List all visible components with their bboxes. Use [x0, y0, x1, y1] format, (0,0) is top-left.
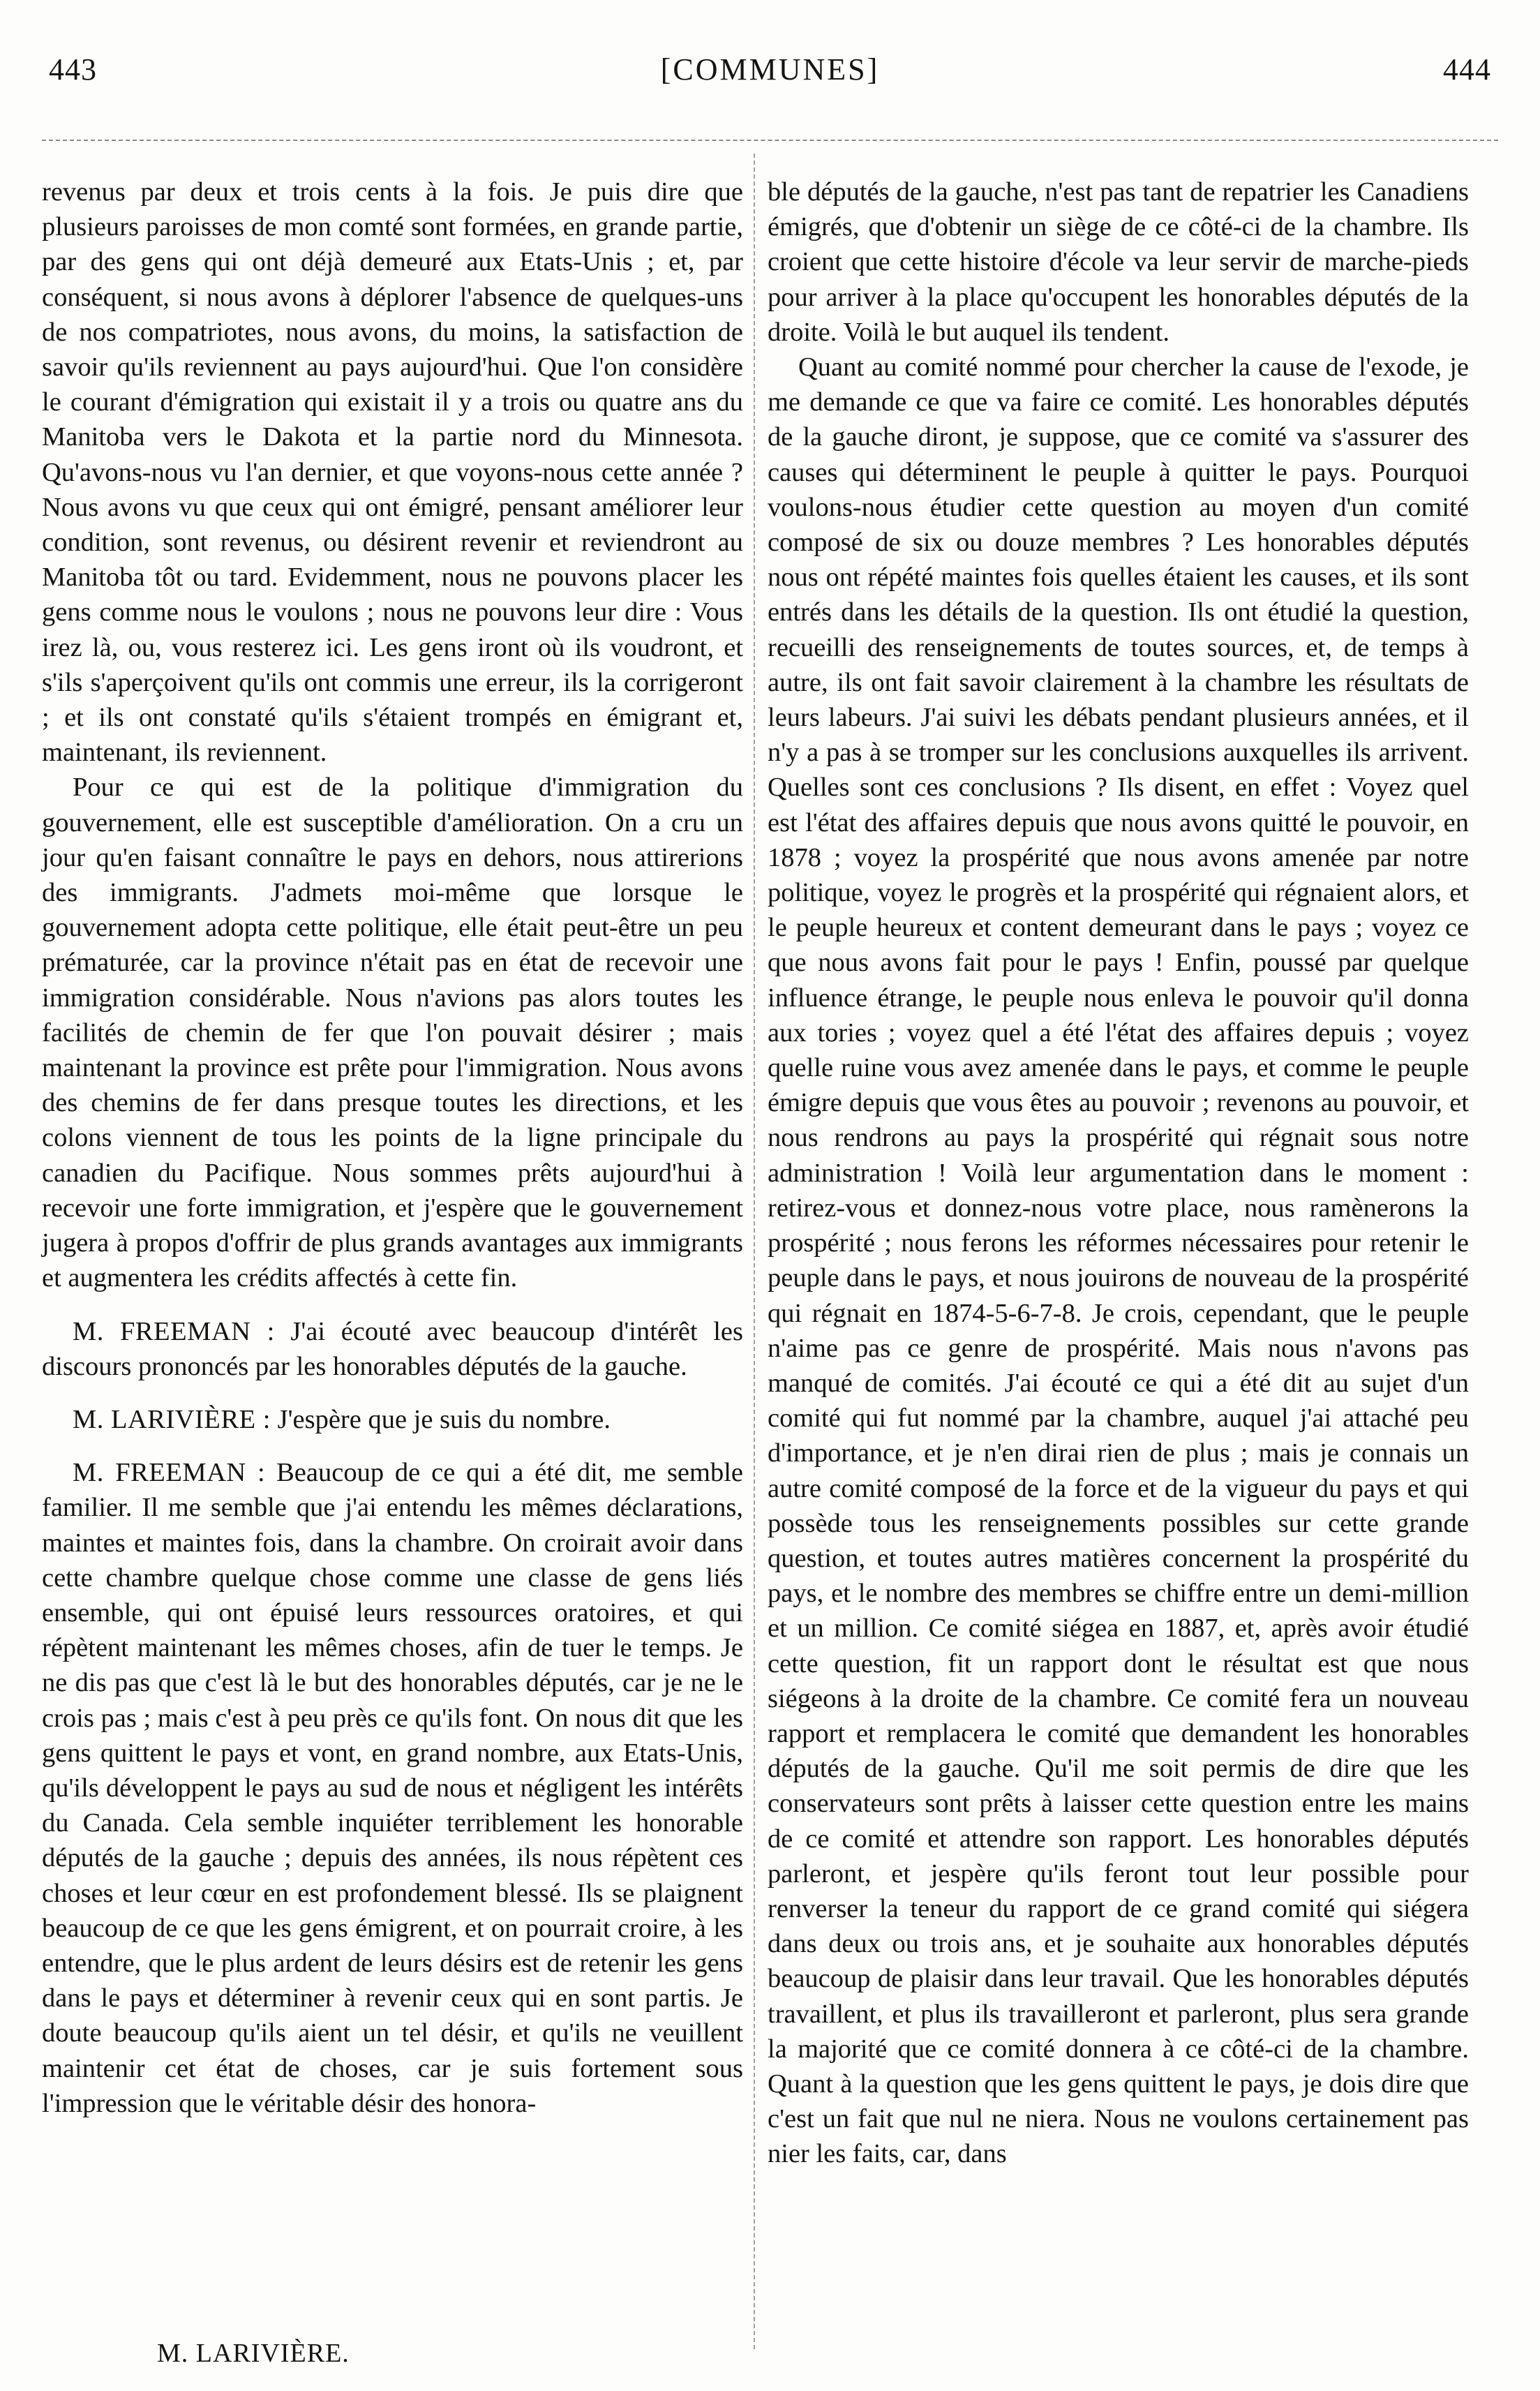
- right-page-number: 444: [1443, 52, 1491, 87]
- speech-text: J'ai écouté avec beaucoup d'intérêt les discours prononcés par les honorables députés de la gauche.: [42, 1316, 743, 1381]
- speaker-name: M. LARIVIÈRE :: [73, 1404, 271, 1434]
- right-column: [768, 174, 1469, 2172]
- paragraph: Pour ce qui est de la politique d'immigration du gouvernement, elle est susceptible d'amélioration. On a cru un jour qu'en faisant connaître le pays en dehors, nous attirerions des immigrants. J'admets moi-même que lorsque le gouvernement adopta cette politique, elle était peut-être un peu prématurée, car la province n'était pas en état de recevoir une immigration considérable. Nous n'avions pas alors toutes les facilités de chemin de fer que l'on pouvait désirer ; mais maintenant la province est prête pour l'immigration. Nous avons des chemins de fer dans presque toutes les directions, et les colons viennent de tous les points de la ligne principale du canadien du Pacifique. Nous sommes prêts aujourd'hui à recevoir une forte immigration, et j'espère que le gouvernement jugera à propos d'offrir de plus grands avantages aux immigrants et augmentera les crédits affectés à cette fin.: [42, 773, 743, 1293]
- left-page-number: 443: [49, 52, 97, 87]
- speech-paragraph: [42, 1455, 743, 2121]
- left-column: [42, 174, 743, 2121]
- header-rule: [42, 140, 1498, 141]
- speech-text: J'espère que je suis du nombre.: [277, 1404, 611, 1434]
- paragraph: revenus par deux et trois cents à la fois. Je puis dire que plusieurs paroisses de mon comté sont formées, en grande partie, par des gens qui ont déjà demeuré aux Etats-Unis ; et, par conséquent, si nous avons à déplorer l'absence de quelques-uns de nos compatriotes, nous avons, du moins, la satisfaction de savoir qu'ils reviennent au pays aujourd'hui. Que l'on considère le courant d'émigration qui existait il y a trois ou quatre ans du Manitoba vers le Dakota et la partie nord du Minnesota. Qu'avons-nous vu l'an dernier, et que voyons-nous cette année ? Nous avons vu que ceux qui ont émigré, pensant améliorer leur condition, sont revenus, ou désirent revenir et reviendront au Manitoba tôt ou tard. Evidemment, nous ne pouvons placer les gens comme nous le voulons ; nous ne pouvons leur dire : Vous irez là, ou, vous resterez ici. Les gens iront où ils voudront, et s'ils s'aperçoivent qu'ils ont commis une erreur, ils la corrigeront ; et ils ont constaté qu'ils s'étaient trompés en émigrant et, maintenant, ils reviennent.: [42, 177, 743, 768]
- footer-speaker: M. LARIVIÈRE.: [157, 2339, 350, 2368]
- speaker-name: M. FREEMAN :: [73, 1316, 275, 1346]
- paragraph: Quant au comité nommé pour chercher la cause de l'exode, je me demande ce que va faire ce comité. Les honorables députés de la gauche diront, je suppose, que ce comité va s'assurer des causes qui déterminent le peuple à quitter le pays. Pourquoi voulons-nous étudier cette question au moyen d'un comité composé de six ou douze membres ? Les honorables députés nous ont répété maintes fois quelles étaient les causes, et ils sont entrés dans les détails de la question. Ils ont étudié la question, recueilli des renseignements de toutes sources, et, de temps à autre, ils ont fait savoir clairement à la chambre les résultats de leurs labeurs. J'ai suivi les débats pendant plusieurs années, et il n'y a pas à se tromper sur les conclusions auxquelles ils arrivent. Quelles sont ces conclusions ? Ils disent, en effet : Voyez quel est l'état des affaires depuis que nous avons quitté le pouvoir, en 1878 ; voyez la prospérité que nous avons amenée par notre politique, voyez le progrès et la prospérité qui régnaient alors, et le peuple heureux et content demeurant dans le pays ; voyez ce que nous avons fait pour le pays ! Enfin, poussé par quelque influence étrange, le peuple nous enleva le pouvoir qu'il donna aux tories ; voyez quel a été l'état des affaires depuis ; voyez quelle ruine vous avez amenée dans le pays, et comme le peuple émigre depuis que vous êtes au pouvoir ; revenons au pouvoir, et nous rendrons au pays la prospérité qui régnait sous notre administration ! Voilà leur argumentation dans le moment : retirez-vous et donnez-nous votre place, nous ramènerons la prospérité ; nous ferons les réformes nécessaires pour retenir le peuple dans le pays, et nous jouirons de nouveau de la prospérité qui régnait en 1874-5-6-7-8. Je crois, cependant, que le peuple n'aime pas ce genre de prospérité. Mais nous n'avons pas manqué de comités. J'ai écouté ce qui a été dit au sujet d'un comité qui fut nommé par la chambre, auquel j'ai attaché peu d'importance, et je n'en dirai rien de plus ; mais je connais un autre comité composé de la force et de la vigueur du pays et qui possède tous les renseignements possibles sur cette grande question, et toutes autres matières concernent la prospérité du pays, et le nombre des membres se chiffre entre un demi-million et un million. Ce comité siégea en 1887, et, après avoir étudié cette question, fit un rapport dont le résultat est que nous siégeons à la droite de la chambre. Ce comité fera un nouveau rapport et remplacera le comité que demandent les honorables députés de la gauche. Qu'il me soit permis de dire que les conservateurs sont prêts à laisser cette question entre les mains de ce comité et attendre son rapport. Les honorables députés parleront, et jespère qu'ils feront tout leur possible pour renverser la teneur du rapport de ce grand comité qui siégera dans deux ou trois ans, et je souhaite aux honorables députés beaucoup de plaisir dans leur travail. Que les honorables députés travaillent, et plus ils travailleront et parleront, plus sera grande la majorité que ce comité donnera à ce côté-ci de la chambre. Quant à la question que les gens quittent le pays, je dois dire que c'est un fait que nul ne niera. Nous ne voulons certainement pas nier les faits, car, dans: [768, 352, 1469, 2169]
- speech-paragraph: [42, 1402, 743, 1437]
- speaker-name: M. FREEMAN :: [73, 1458, 266, 1488]
- paragraph: ble députés de la gauche, n'est pas tant de repatrier les Canadiens émigrés, que d'obtenir un siège de ce côté-ci de la chambre. Ils croient que cette histoire d'école va leur servir de marche-pieds pour arriver à la place qu'occupent les honorables députés de la droite. Voilà le but auquel ils tendent.: [768, 177, 1469, 347]
- running-title: [COMMUNES]: [660, 52, 880, 87]
- speech-paragraph: [42, 1314, 743, 1384]
- column-divider: [754, 154, 755, 2349]
- speech-text: Beaucoup de ce qui a été dit, me semble familier. Il me semble que j'ai entendu les mêmes déclarations, maintes et maintes fois, dans la chambre. On croirait avoir dans cette chambre quelque chose comme une classe de gens liés ensemble, qui ont épuisé leurs ressources oratoires, et qui répètent maintenant les mêmes choses, afin de tuer le temps. Je ne dis pas que c'est là le but des honorables députés, car je ne le crois pas ; mais c'est à peu près ce qu'ils font. On nous dit que les gens quittent le pays et vont, en grand nombre, aux Etats-Unis, qu'ils développent le pays au sud de nous et négligent les intérêts du Canada. Cela semble inquiéter terriblement les honorable députés de la gauche ; depuis des années, ils nous répètent ces choses et leur cœur en est profondement blessé. Ils se plaignent beaucoup de ce que les gens émigrent, et on pourrait croire, à les entendre, que le plus ardent de leurs désirs est de retenir les gens dans le pays et déterminer à revenir ceux qui en sont partis. Je doute beaucoup qu'ils aient un tel désir, et qu'ils ne veuillent maintenir cet état de choses, car je suis fortement sous l'impression que le véritable désir des honora-: [42, 1458, 743, 2118]
